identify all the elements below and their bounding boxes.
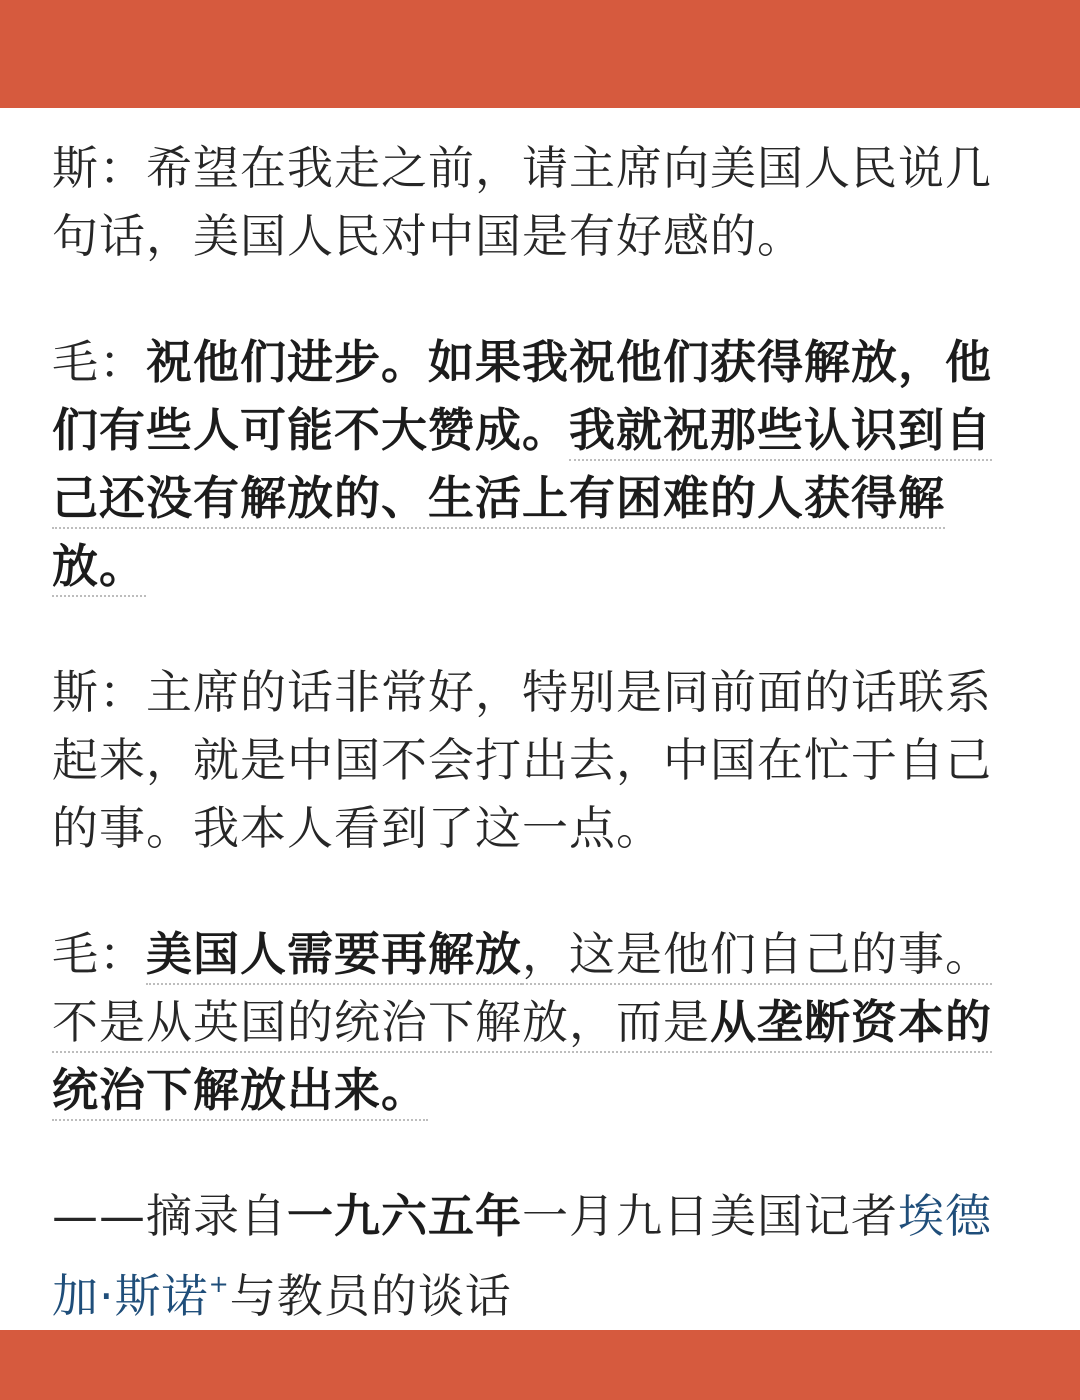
citation-date: 一九六五年	[287, 1189, 522, 1243]
citation-prefix: ——摘录自	[52, 1189, 287, 1243]
dialogue-paragraph-3	[52, 658, 1018, 862]
person-link[interactable]: 埃德加·斯诺	[52, 1189, 992, 1323]
dialogue-paragraph-4	[52, 920, 1018, 1124]
dialogue-highlight-text: 从垄断资本的统治下解放出来。	[52, 995, 992, 1121]
bottom-border-band	[0, 1330, 1080, 1400]
quote-card	[0, 108, 1080, 1330]
citation-suffix: 与教员的谈话	[229, 1269, 512, 1323]
speaker-label: 毛：	[52, 335, 146, 389]
dialogue-text: 主席的话非常好，特别是同前面的话联系起来，就是中国不会打出去，中国在忙于自己的事。我本人看到了这一点。	[52, 665, 992, 855]
speaker-label: 斯：	[52, 141, 146, 195]
link-marker-icon: +	[208, 1270, 230, 1298]
dialogue-bold-text: 祝他们进步。如果我祝他们获得解放，他们有些人可能不大赞成。	[52, 335, 992, 457]
dialogue-underlined-text: ，这是他们自己的事。不是从英国的统治下解放，而是	[52, 927, 992, 1053]
dialogue-paragraph-1	[52, 134, 1018, 270]
speaker-label: 斯：	[52, 665, 146, 719]
citation	[52, 1182, 1018, 1330]
dialogue-highlight-text: 美国人需要再解放	[146, 927, 522, 985]
top-border-band	[0, 0, 1080, 108]
dialogue-highlight-text: 我就祝那些认识到自己还没有解放的、生活上有困难的人获得解放。	[52, 403, 992, 597]
dialogue-text: 希望在我走之前，请主席向美国人民说几句话，美国人民对中国是有好感的。	[52, 141, 992, 263]
dialogue-paragraph-2	[52, 328, 1018, 600]
citation-middle: 一月九日美国记者	[522, 1189, 898, 1243]
speaker-label: 毛：	[52, 927, 146, 981]
